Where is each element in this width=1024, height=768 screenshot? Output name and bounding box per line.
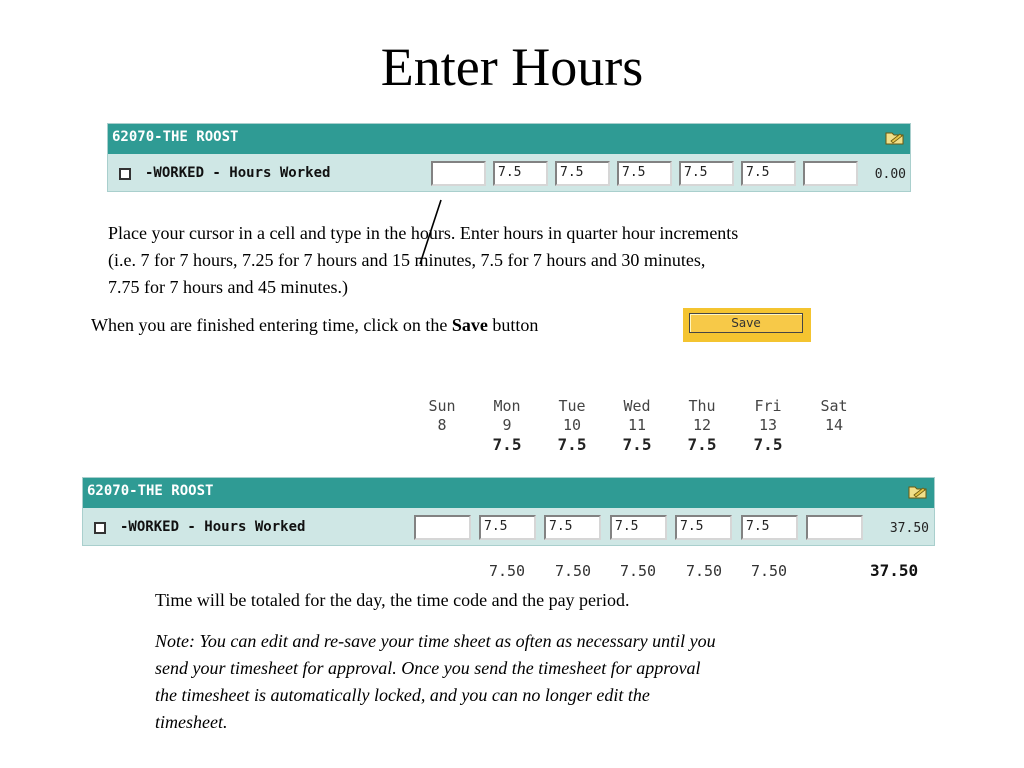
daily-total-mon: 7.50 <box>488 562 526 580</box>
day-hours: 7.5 <box>622 435 652 454</box>
day-name: Wed <box>623 397 651 415</box>
day-date: 14 <box>824 416 844 434</box>
edit-note-line-4: timesheet. <box>155 712 228 732</box>
hours-cell-fri[interactable]: 7.5 <box>741 515 798 540</box>
daily-total-fri: 7.50 <box>750 562 788 580</box>
time-code-label: -WORKED - Hours Worked <box>120 519 306 535</box>
timesheet-panel-example <box>107 123 911 192</box>
project-name: 62070-THE ROOST <box>87 483 214 499</box>
hours-cell-sat[interactable] <box>803 161 858 186</box>
time-entry-row <box>108 154 910 191</box>
day-mon <box>477 397 537 454</box>
day-sun <box>412 397 472 435</box>
hours-cell-mon[interactable]: 7.5 <box>479 515 536 540</box>
edit-note-line-1: Note: You can edit and re-save your time sheet as often as necessary until you <box>155 631 716 651</box>
week-days <box>412 397 872 461</box>
day-date: 9 <box>502 416 512 434</box>
instructions <box>108 220 928 301</box>
hours-cell-wed[interactable]: 7.5 <box>617 161 672 186</box>
time-entry-row <box>83 508 934 545</box>
hours-cell-thu[interactable]: 7.5 <box>675 515 732 540</box>
hours-cell-tue[interactable]: 7.5 <box>555 161 610 186</box>
save-button-highlight <box>683 308 811 342</box>
day-name: Sat <box>820 397 848 415</box>
instructions-line-1: Place your cursor in a cell and type in the hours. Enter hours in quarter hour increments <box>108 223 739 243</box>
hours-cell-wed[interactable]: 7.5 <box>610 515 667 540</box>
day-fri <box>738 397 798 454</box>
daily-totals <box>0 562 1024 584</box>
day-hours: 7.5 <box>492 435 522 454</box>
day-name: Tue <box>558 397 586 415</box>
project-header <box>83 478 934 508</box>
edit-note-line-2: send your timesheet for approval. Once you send the timesheet for approval <box>155 658 701 678</box>
day-name: Fri <box>754 397 782 415</box>
day-hours: 7.5 <box>687 435 717 454</box>
day-date: 11 <box>627 416 647 434</box>
save-instruction-suffix: button <box>487 315 539 335</box>
day-date: 13 <box>758 416 778 434</box>
timesheet-panel-totaled <box>82 477 935 546</box>
day-tue <box>542 397 602 454</box>
hours-cell-sat[interactable] <box>806 515 863 540</box>
edit-note <box>155 628 915 736</box>
day-hours: 7.5 <box>557 435 587 454</box>
day-name: Mon <box>493 397 521 415</box>
hours-cell-sun[interactable] <box>414 515 471 540</box>
daily-total-thu: 7.50 <box>685 562 723 580</box>
instructions-line-2: (i.e. 7 for 7 hours, 7.25 for 7 hours and 15 minutes, 7.5 for 7 hours and 30 minutes, <box>108 250 706 270</box>
instructions-line-3: 7.75 for 7 hours and 45 minutes.) <box>108 277 348 297</box>
day-date: 8 <box>437 416 447 434</box>
folder-icon[interactable] <box>908 483 928 499</box>
day-thu <box>672 397 732 454</box>
day-name: Sun <box>428 397 456 415</box>
day-name: Thu <box>688 397 716 415</box>
hours-cell-mon[interactable]: 7.5 <box>493 161 548 186</box>
project-name: 62070-THE ROOST <box>112 129 239 145</box>
day-wed <box>607 397 667 454</box>
day-sat <box>804 397 864 435</box>
day-date: 12 <box>692 416 712 434</box>
folder-icon[interactable] <box>885 129 905 145</box>
hours-cell-tue[interactable]: 7.5 <box>544 515 601 540</box>
edit-note-line-3: the timesheet is automatically locked, and you can no longer edit the <box>155 685 650 705</box>
day-hours: 7.5 <box>753 435 783 454</box>
day-date: 10 <box>562 416 582 434</box>
page-title: Enter Hours <box>380 37 644 97</box>
project-header <box>108 124 910 154</box>
total-explanation: Time will be totaled for the day, the time code and the pay period. <box>155 590 630 610</box>
save-instruction <box>91 312 538 339</box>
save-instruction-bold: Save <box>451 315 488 335</box>
daily-total-wed: 7.50 <box>619 562 657 580</box>
hours-cell-fri[interactable]: 7.5 <box>741 161 796 186</box>
grand-total: 37.50 <box>870 561 919 580</box>
save-button[interactable]: Save <box>689 313 803 333</box>
row-total: 37.50 <box>889 521 929 536</box>
time-code-label: -WORKED - Hours Worked <box>145 165 331 181</box>
save-instruction-prefix: When you are finished entering time, click on the <box>91 315 452 335</box>
hours-cell-thu[interactable]: 7.5 <box>679 161 734 186</box>
daily-total-tue: 7.50 <box>554 562 592 580</box>
row-checkbox[interactable] <box>94 522 106 534</box>
row-total: 0.00 <box>874 167 906 182</box>
row-checkbox[interactable] <box>119 168 131 180</box>
hours-cell-sun[interactable] <box>431 161 486 186</box>
